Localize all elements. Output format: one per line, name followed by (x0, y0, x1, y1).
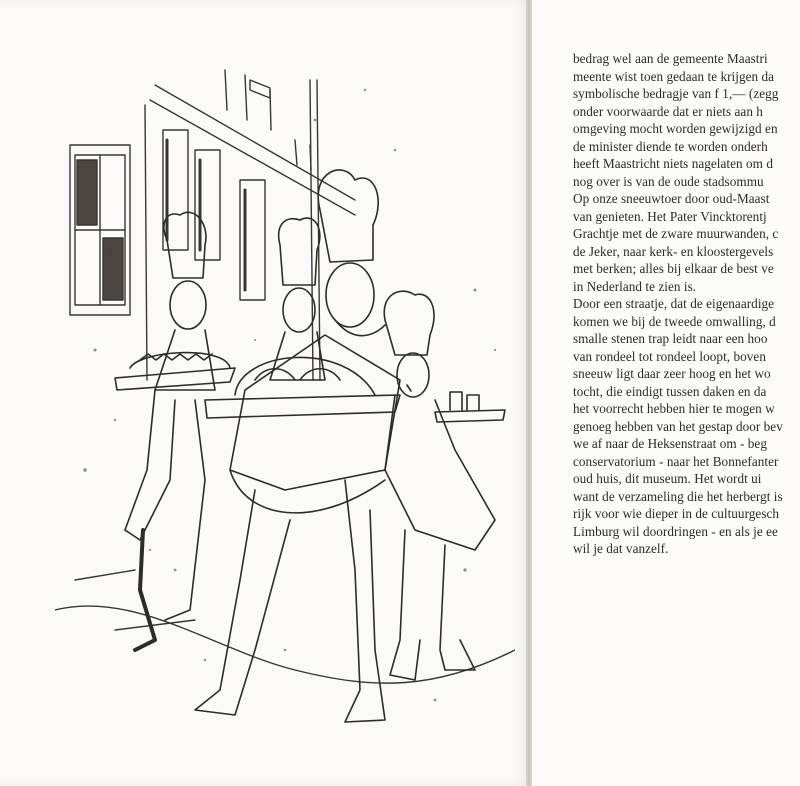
right-page (532, 0, 800, 786)
text-line: oud huis, dit museum. Het wordt ui (573, 471, 762, 486)
text-line: bedrag wel aan de gemeente Maastri (573, 51, 768, 66)
text-line: omgeving mocht worden gewijzigd en (573, 121, 778, 136)
text-line: Grachtje met de zware muurwanden, c (573, 226, 779, 241)
text-line: het voorrecht hebben hier te mogen w (573, 401, 775, 416)
text-line: conservatorium - naar het Bonnefanter (573, 453, 779, 469)
text-line: onder voorwaarde dat er niets aan h (573, 103, 763, 119)
text-line: sneeuw ligt daar zeer hoog en het wo (573, 366, 771, 381)
text-line: Door een straatje, dat de eigenaardige (573, 296, 775, 311)
text-line: van rondeel tot rondeel loopt, boven (573, 348, 766, 364)
text-line: tocht, die eindigt tussen daken en da (573, 383, 767, 399)
text-line: smalle stenen trap leidt naar een hoo (573, 331, 768, 346)
text-line: van genieten. Het Pater Vincktorentj (573, 208, 767, 224)
text-line: wil je dat vanzelf. (573, 541, 669, 556)
text-line: genoeg hebben van het gestap door bev (573, 418, 783, 434)
text-line: Op onze sneeuwtoer door oud-Maast (573, 191, 770, 206)
text-line: de minister diende te worden onderh (573, 138, 768, 154)
text-line: de Jeker, naar kerk- en kloostergevels (573, 243, 774, 259)
text-line: want de verzameling die het herbergt is (573, 488, 783, 504)
text-line: symbolische bedragje van f 1,— (zegg (573, 86, 779, 101)
text-line: komen we bij de tweede omwalling, d (573, 313, 776, 329)
text-line: we af naar de Heksenstraat om - beg (573, 436, 767, 451)
text-line: met berken; alles bij elkaar de best ve (573, 261, 774, 276)
pen-drawing-bakers-with-trays-icon (55, 50, 515, 740)
text-line: heeft Maastricht niets nagelaten om d (573, 156, 773, 171)
text-line: meente wist toen gedaan te krijgen da (573, 68, 775, 84)
text-line: in Nederland te zien is. (573, 278, 697, 294)
body-text (573, 50, 800, 558)
text-line: nog over is van de oude stadsommu (573, 173, 764, 189)
text-line: Limburg wil doordringen - en als je ee (573, 523, 778, 539)
text-line: rijk voor wie dieper in de cultuurgesch (573, 506, 780, 521)
